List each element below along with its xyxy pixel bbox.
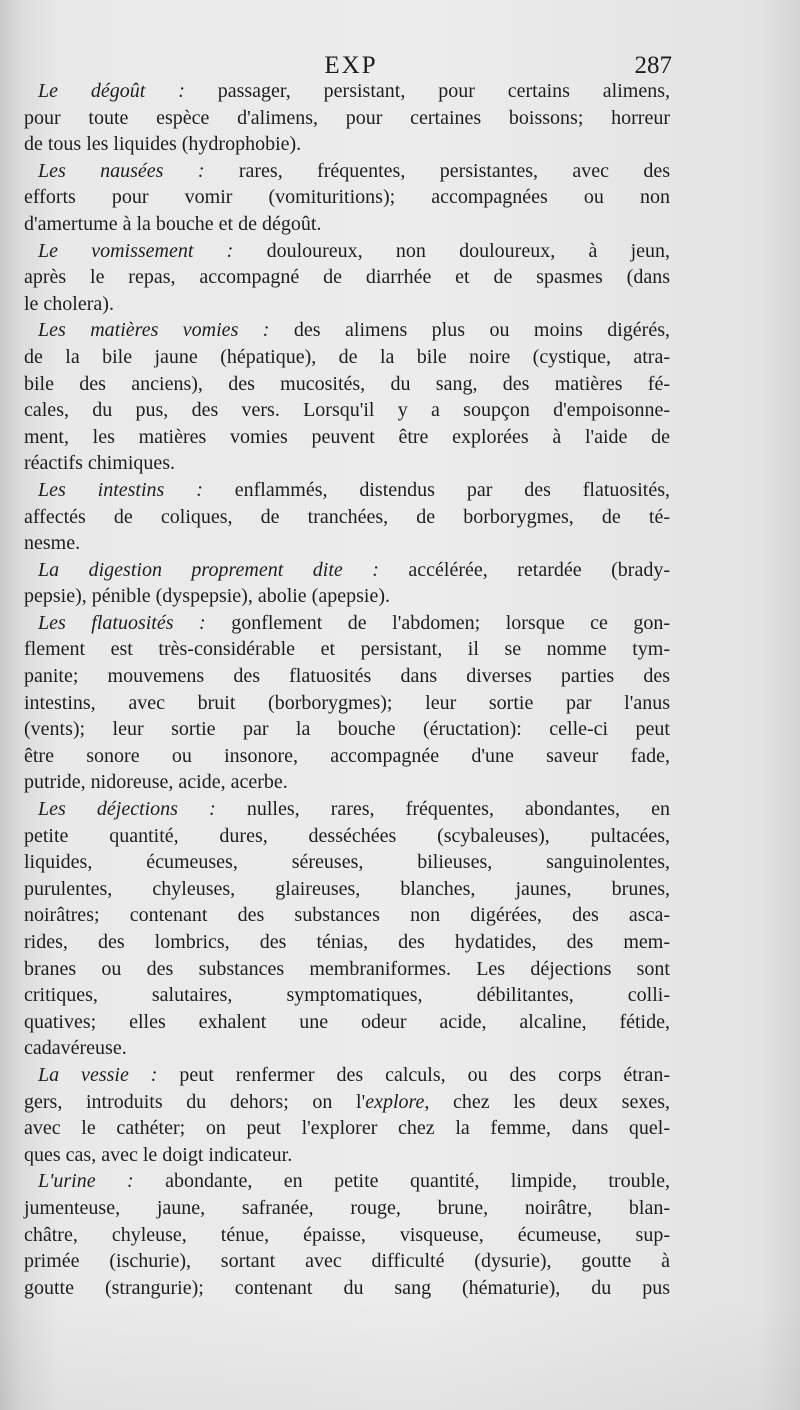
text-line (24, 291, 670, 318)
text-run: (vents); leur sortie par la bouche (éructation): celle-ci peut (24, 718, 670, 741)
text-run: cales, du pus, des vers. Lorsqu'il y a soupçon d'empoisonne- (24, 399, 670, 422)
text-line (24, 902, 670, 929)
text-run: cadavéreuse. (24, 1037, 127, 1060)
text-run: critiques, salutaires, symptomatiques, débilitantes, colli- (24, 984, 670, 1007)
text-line (24, 663, 670, 690)
page-shadow (0, 1300, 800, 1410)
text-line (24, 796, 670, 823)
text-line (24, 849, 670, 876)
text-line (24, 876, 670, 903)
text-line (24, 1062, 670, 1089)
text-line (24, 450, 670, 477)
text-line (24, 344, 670, 371)
text-run: passager, persistant, pour certains alimens, (184, 80, 671, 102)
text-run: affectés de coliques, de tranchées, de borborygmes, de té- (24, 505, 670, 528)
text-run: jumenteuse, jaune, safranée, rouge, brune, noirâtre, blan- (24, 1196, 670, 1219)
text-line (24, 610, 670, 637)
text-line (24, 982, 670, 1009)
text-line (24, 105, 670, 132)
text-line (24, 504, 670, 531)
text-run: avec le cathéter; on peut l'explorer chez la femme, dans quel- (24, 1117, 670, 1140)
italic-term: La vessie : (38, 1063, 158, 1086)
text-run: nesme. (24, 532, 81, 555)
text-line (24, 557, 670, 584)
text-line (24, 238, 670, 265)
text-run: gonflement de l'abdomen; lorsque ce gon- (205, 611, 671, 634)
text-run: pour toute espèce d'alimens, pour certaines boissons; horreur (24, 106, 670, 129)
running-head: EXP (324, 52, 378, 79)
text-line (24, 929, 670, 956)
text-run: douloureux, non douloureux, à jeun, (233, 239, 670, 262)
text-run: châtre, chyleuse, ténue, épaisse, visqueuse, écumeuse, sup- (24, 1223, 670, 1246)
text-run: de la bile jaune (hépatique), de la bile noire (cystique, atra- (24, 345, 670, 368)
text-run: nulles, rares, fréquentes, abondantes, en (215, 798, 670, 821)
text-line (24, 158, 670, 185)
text-run: accélérée, retardée (brady- (378, 558, 670, 581)
text-run: d'amertume à la bouche et de dégoût. (24, 212, 322, 235)
text-run: enflammés, distendus par des flatuosités, (202, 478, 670, 501)
text-line (24, 1248, 670, 1275)
text-line (24, 1035, 670, 1062)
text-run: branes ou des substances membraniformes. Les déjections sont (24, 957, 670, 980)
text-run: réactifs chimiques. (24, 452, 176, 475)
italic-term: La digestion proprement dite : (38, 558, 379, 581)
text-run: après le repas, accompagné de diarrhée et de spasmes (dans (24, 266, 670, 289)
text-line (24, 184, 670, 211)
italic-term: Les nausées : (38, 159, 205, 182)
text-line (24, 424, 670, 451)
text-line (24, 78, 670, 105)
body-text (24, 78, 670, 1301)
text-run: efforts pour vomir (vomituritions); accompagnées ou non (24, 186, 670, 209)
text-line (24, 583, 670, 610)
text-line (24, 1009, 670, 1036)
text-line (24, 397, 670, 424)
text-line (24, 264, 670, 291)
text-line (24, 716, 670, 743)
text-line (24, 477, 670, 504)
text-line (24, 1275, 670, 1302)
text-run: ment, les matières vomies peuvent être explorées à l'aide de (24, 425, 670, 448)
text-run: quatives; elles exhalent une odeur acide, alcaline, fétide, (24, 1010, 670, 1033)
text-line (24, 956, 670, 983)
italic-term: Les déjections : (38, 798, 216, 821)
italic-term: explore (365, 1090, 425, 1113)
text-run: primée (ischurie), sortant avec difficulté (dysurie), goutte à (24, 1250, 670, 1273)
text-line (24, 690, 670, 717)
text-line (24, 1222, 670, 1249)
text-run: gers, introduits du dehors; on l' (24, 1090, 366, 1113)
text-line (24, 1195, 670, 1222)
text-run: abondante, en petite quantité, limpide, trouble, (133, 1170, 670, 1193)
text-line (24, 211, 670, 238)
text-run: rares, fréquentes, persistantes, avec des (204, 159, 671, 182)
italic-term: Le dégoût : (38, 80, 185, 102)
text-run: le cholera). (24, 292, 114, 315)
text-line (24, 1089, 670, 1116)
text-run: liquides, écumeuses, séreuses, bilieuses, sanguinolentes, (24, 851, 670, 874)
text-run: être sonore ou insonore, accompagnée d'une saveur fade, (24, 744, 670, 767)
text-run: putride, nidoreuse, acide, acerbe. (24, 771, 288, 794)
italic-term: L'urine : (38, 1170, 134, 1193)
text-run: purulentes, chyleuses, glaireuses, blanches, jaunes, brunes, (24, 877, 670, 900)
text-run: intestins, avec bruit (borborygmes); leur sortie par l'anus (24, 691, 670, 714)
text-line (24, 317, 670, 344)
text-line (24, 823, 670, 850)
italic-term: Le vomissement : (38, 239, 234, 262)
text-run: pepsie), pénible (dyspepsie), abolie (apepsie). (24, 585, 390, 608)
text-run: de tous les liquides (hydrophobie). (24, 133, 302, 156)
text-run: peut renfermer des calculs, ou des corps étran- (157, 1063, 670, 1086)
text-line (24, 769, 670, 796)
text-run: goutte (strangurie); contenant du sang (hématurie), du pus (24, 1276, 670, 1299)
text-line (24, 636, 670, 663)
text-run: flement est très-considérable et persistant, il se nomme tym- (24, 638, 670, 661)
italic-term: Les matières vomies : (38, 319, 270, 342)
text-line (24, 530, 670, 557)
text-line (24, 131, 670, 158)
text-line (24, 743, 670, 770)
text-run: panite; mouvemens des flatuosités dans diverses parties des (24, 665, 670, 688)
italic-term: Les flatuosités : (38, 611, 206, 634)
text-run: des alimens plus ou moins digérés, (269, 319, 671, 342)
text-run: noirâtres; contenant des substances non digérées, des asca- (24, 904, 670, 927)
text-run: rides, des lombrics, des ténias, des hydatides, des mem- (24, 931, 670, 953)
text-run: , chez les deux sexes, (424, 1090, 670, 1113)
text-line (24, 371, 670, 398)
text-line (24, 1142, 670, 1169)
page-number: 287 (634, 52, 672, 79)
text-run: petite quantité, dures, desséchées (scybaleuses), pultacées, (24, 824, 670, 847)
text-run: bile des anciens), des mucosités, du sang, des matières fé- (24, 372, 670, 395)
text-line (24, 1115, 670, 1142)
text-line (24, 1168, 670, 1195)
italic-term: Les intestins : (38, 478, 203, 501)
text-run: ques cas, avec le doigt indicateur. (24, 1143, 293, 1166)
